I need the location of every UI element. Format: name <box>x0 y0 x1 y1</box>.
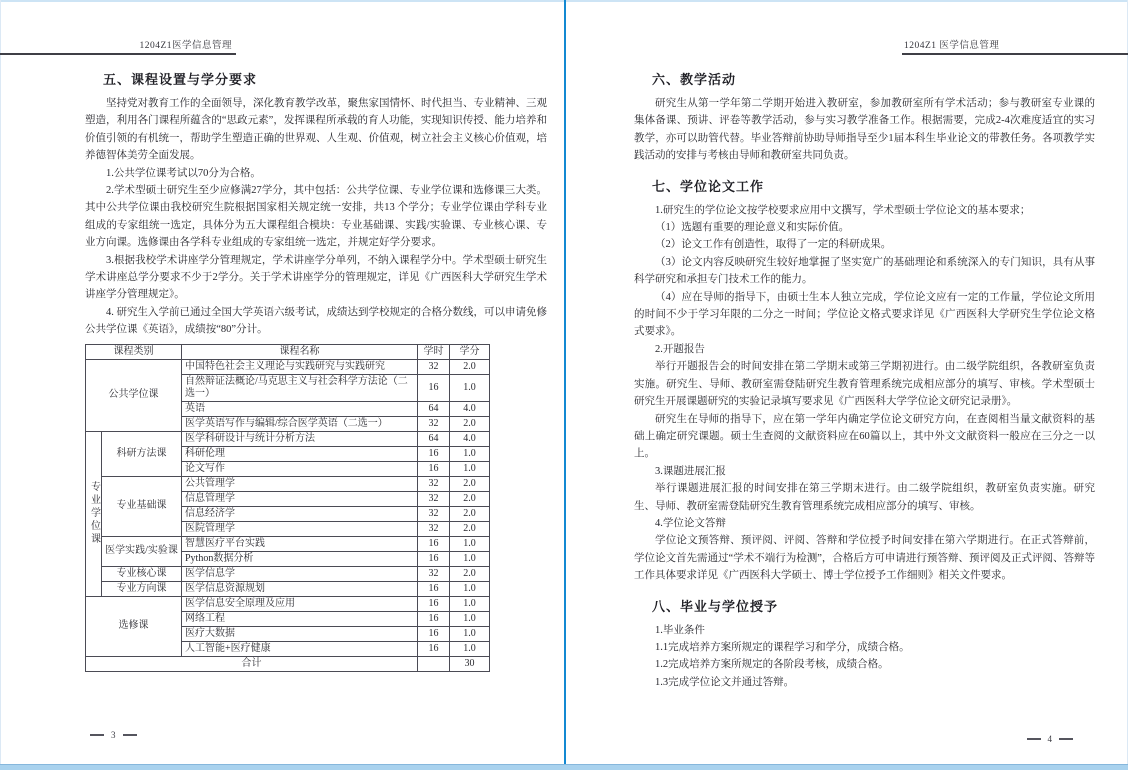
total-credits: 30 <box>450 656 490 671</box>
course-credits: 4.0 <box>450 401 490 416</box>
category-elective: 选修课 <box>86 596 182 656</box>
course-name: 科研伦理 <box>182 446 418 461</box>
col-header-name: 课程名称 <box>182 344 418 359</box>
section-6-title: 六、教学活动 <box>652 72 737 87</box>
col-header-credits: 学分 <box>450 344 490 359</box>
page-number-value: 4 <box>1047 734 1052 744</box>
subcategory-direction: 专业方向课 <box>102 581 182 596</box>
paragraph: （1）选题有重要的理论意义和实际价值。 <box>655 222 850 234</box>
section-8-title: 八、毕业与学位授予 <box>652 598 779 614</box>
course-credits: 1.0 <box>450 596 490 611</box>
paragraph: 4. 研究生入学前已通过全国大学英语六级考试，成绩达到学校规定的合格分数线，可以申请免修公共学位课《英语》，成绩按“80”分计。 <box>85 306 547 336</box>
total-hours <box>418 656 450 671</box>
subcategory-practice: 医学实践/实验课 <box>102 536 182 566</box>
paragraph: 3.根据我校学术讲座学分管理规定，学术讲座学分单列，不纳入课程学分中。学术型硕士研究生学术讲座总学分要求不少于2学分。关于学术讲座学分的管理规定，详见《广西医科大学研究生学术讲座学分管理规定》。 <box>85 254 547 301</box>
course-hours: 32 <box>418 521 450 536</box>
course-credits: 2.0 <box>450 416 490 431</box>
course-credits: 2.0 <box>450 491 490 506</box>
page-number-dash <box>123 734 137 736</box>
course-credits: 1.0 <box>450 446 490 461</box>
subcategory-core: 专业核心课 <box>102 566 182 581</box>
course-name: 信息管理学 <box>182 491 418 506</box>
course-credits: 2.0 <box>450 521 490 536</box>
course-hours: 16 <box>418 596 450 611</box>
paragraph: 1.1完成培养方案所规定的课程学习和学分，成绩合格。 <box>655 641 910 653</box>
course-name: 医学信息学 <box>182 566 418 581</box>
course-name: 信息经济学 <box>182 506 418 521</box>
paragraph: 2.开题报告 <box>655 343 705 355</box>
paragraph: 举行课题进展汇报的时间安排在第三学期末进行。由二级学院组织，教研室负责实施。研究生、导师、教研室需登陆研究生教育管理系统完成相应部分的填写、审核。 <box>634 483 1095 512</box>
course-credits: 2.0 <box>450 506 490 521</box>
paragraph: 研究生在导师的指导下，应在第一学年内确定学位论文研究方向，在查阅相当量文献资料的基础上确定研究课题。硕士生查阅的文献资料应在60篇以上，其中外文文献资料一般应在三分之一以上。 <box>634 413 1095 460</box>
course-credits: 2.0 <box>450 566 490 581</box>
table-header-row <box>86 344 490 359</box>
course-hours: 16 <box>418 536 450 551</box>
total-label: 合计 <box>86 656 418 671</box>
course-credits: 1.0 <box>450 581 490 596</box>
course-hours: 16 <box>418 374 450 401</box>
table-row <box>86 431 490 446</box>
paragraph: （4）应在导师的指导下，由硕士生本人独立完成，学位论文应有一定的工作量，学位论文所用的时间不少于学习年限的二分之一时间；学位论文格式要求详见《广西医科大学研究生学位论文格式要求》。 <box>634 291 1095 338</box>
course-name: 论文写作 <box>182 461 418 476</box>
paragraph: 1.公共学位课考试以70分为合格。 <box>106 167 261 179</box>
course-hours: 16 <box>418 626 450 641</box>
course-name: 英语 <box>182 401 418 416</box>
page-number-dash <box>90 734 104 736</box>
paragraph: 3.课题进展汇报 <box>655 465 726 477</box>
table-row <box>86 359 490 374</box>
section-5-title: 五、课程设置与学分要求 <box>103 72 258 87</box>
paragraph: 4.学位论文答辩 <box>655 517 726 529</box>
running-header: 1204Z1医学信息管理 <box>0 40 236 55</box>
course-credit-table <box>85 344 490 672</box>
course-name: 医院管理学 <box>182 521 418 536</box>
course-name: 公共管理学 <box>182 476 418 491</box>
paragraph: 1.毕业条件 <box>655 624 705 636</box>
paragraph: 研究生从第一学年第二学期开始进入教研室，参加教研室所有学术活动；参与教研室专业课的集体备课、预讲、评卷等教学活动，参与实习教学准备工作。根据需要，完成2-4次难度适宜的实习教学，亦可以助管代替。毕业答辩前协助导师指导至少1届本科生毕业论文的带教任务。各项教学实践活动的安排与考核由导师和教研室共同负责。 <box>634 98 1095 162</box>
course-credits: 1.0 <box>450 461 490 476</box>
table-total-row <box>86 656 490 671</box>
course-hours: 16 <box>418 551 450 566</box>
table-row <box>86 566 490 581</box>
course-hours: 16 <box>418 611 450 626</box>
course-hours: 16 <box>418 581 450 596</box>
paragraph: 1.2完成培养方案所规定的各阶段考核，成绩合格。 <box>655 659 889 671</box>
category-public: 公共学位课 <box>86 359 182 431</box>
course-name: 医学英语写作与编辑/综合医学英语（二选一） <box>182 416 418 431</box>
table-row <box>86 536 490 551</box>
course-hours: 32 <box>418 506 450 521</box>
page-number-dash <box>1027 738 1041 740</box>
paragraph: 坚持党对教育工作的全面领导，深化教育教学改革，聚焦家国情怀、时代担当、专业精神、三观塑造，利用各门课程所蕴含的“思政元素”，发挥课程所承载的育人功能，实现知识传授、能力培养和价值引领的有机统一，帮助学生塑造正确的世界观、人生观、价值观，树立社会主义核心价值观，培养德智体美劳全面发展。 <box>85 98 547 162</box>
course-name: 智慧医疗平台实践 <box>182 536 418 551</box>
course-credits: 1.0 <box>450 626 490 641</box>
course-hours: 16 <box>418 641 450 656</box>
page-number <box>1020 734 1081 744</box>
table-row <box>86 476 490 491</box>
subcategory-method: 科研方法课 <box>102 431 182 476</box>
running-header: 1204Z1 医学信息管理 <box>902 40 1128 55</box>
course-hours: 32 <box>418 491 450 506</box>
course-credits: 4.0 <box>450 431 490 446</box>
course-credits: 2.0 <box>450 359 490 374</box>
course-name: 医疗大数据 <box>182 626 418 641</box>
paragraph: 学位论文预答辩、预评阅、评阅、答辩和学位授予时间安排在第六学期进行。在正式答辩前，学位论文首先需通过“学术不端行为检测”，合格后方可申请进行预答辩、预评阅及正式评阅、答辩等工作具体要求详见《广西医科大学硕士、博士学位授予工作细则》相关文件要求。 <box>634 535 1095 582</box>
course-name: 医学科研设计与统计分析方法 <box>182 431 418 446</box>
course-credits: 2.0 <box>450 476 490 491</box>
paragraph: 1.3完成学位论文并通过答辩。 <box>655 676 795 688</box>
table-row <box>86 596 490 611</box>
course-hours: 32 <box>418 416 450 431</box>
table-row <box>86 581 490 596</box>
section-7-title: 七、学位论文工作 <box>652 178 765 194</box>
course-credits: 1.0 <box>450 374 490 401</box>
course-name: 自然辩证法概论/马克思主义与社会科学方法论（二选一） <box>182 374 418 401</box>
col-header-hours: 学时 <box>418 344 450 359</box>
course-name: Python数据分析 <box>182 551 418 566</box>
course-credits: 1.0 <box>450 536 490 551</box>
course-hours: 32 <box>418 476 450 491</box>
subcategory-basic: 专业基础课 <box>102 476 182 536</box>
paragraph: 2.学术型硕士研究生至少应修满27学分，其中包括：公共学位课、专业学位课和选修课三大类。其中公共学位课由我校研究生院根据国家相关规定统一安排，共13 个学分；专业学位课由学科专业组成的专家组统一选定，具体分为五大课程组合模块：专业基础课、实践/实验课、专业核心课、专业方向课。选修课由各学科专业组成的专家组统一选定，并规定好学分要求。 <box>85 185 547 249</box>
paragraph: （2）论文工作有创造性，取得了一定的科研成果。 <box>655 239 892 251</box>
page-right <box>566 0 1128 770</box>
paragraph: 1.研究生的学位论文按学校要求应用中文撰写，学术型硕士学位论文的基本要求； <box>655 204 1031 216</box>
course-name: 中国特色社会主义理论与实践研究与实践研究 <box>182 359 418 374</box>
col-header-category: 课程类别 <box>86 344 182 359</box>
category-professional: 专业学位课 <box>86 431 102 596</box>
course-credits: 1.0 <box>450 641 490 656</box>
course-name: 医学信息资源规划 <box>182 581 418 596</box>
page-number-dash <box>1059 738 1073 740</box>
page-number-value: 3 <box>111 730 116 740</box>
course-hours: 64 <box>418 401 450 416</box>
page-number <box>83 730 144 740</box>
paragraph: （3）论文内容反映研究生较好地掌握了坚实宽广的基础理论和系统深入的专门知识，具有从事科学研究和承担专门技术工作的能力。 <box>634 256 1095 286</box>
paragraph: 举行开题报告会的时间安排在第二学期末或第三学期初进行。由二级学院组织，各教研室负责实施。研究生、导师、教研室需登陆研究生教育管理系统完成相应部分的填写、审核。学术型硕士研究生开展课题研究的实验记录填写要求见《广西医科大学学位论文研究记录册》。 <box>634 361 1095 408</box>
course-name: 医学信息安全原理及应用 <box>182 596 418 611</box>
course-hours: 32 <box>418 566 450 581</box>
course-credits: 1.0 <box>450 551 490 566</box>
course-hours: 64 <box>418 431 450 446</box>
course-hours: 16 <box>418 461 450 476</box>
course-name: 人工智能+医疗健康 <box>182 641 418 656</box>
course-hours: 32 <box>418 359 450 374</box>
course-hours: 16 <box>418 446 450 461</box>
course-credits: 1.0 <box>450 611 490 626</box>
course-name: 网络工程 <box>182 611 418 626</box>
